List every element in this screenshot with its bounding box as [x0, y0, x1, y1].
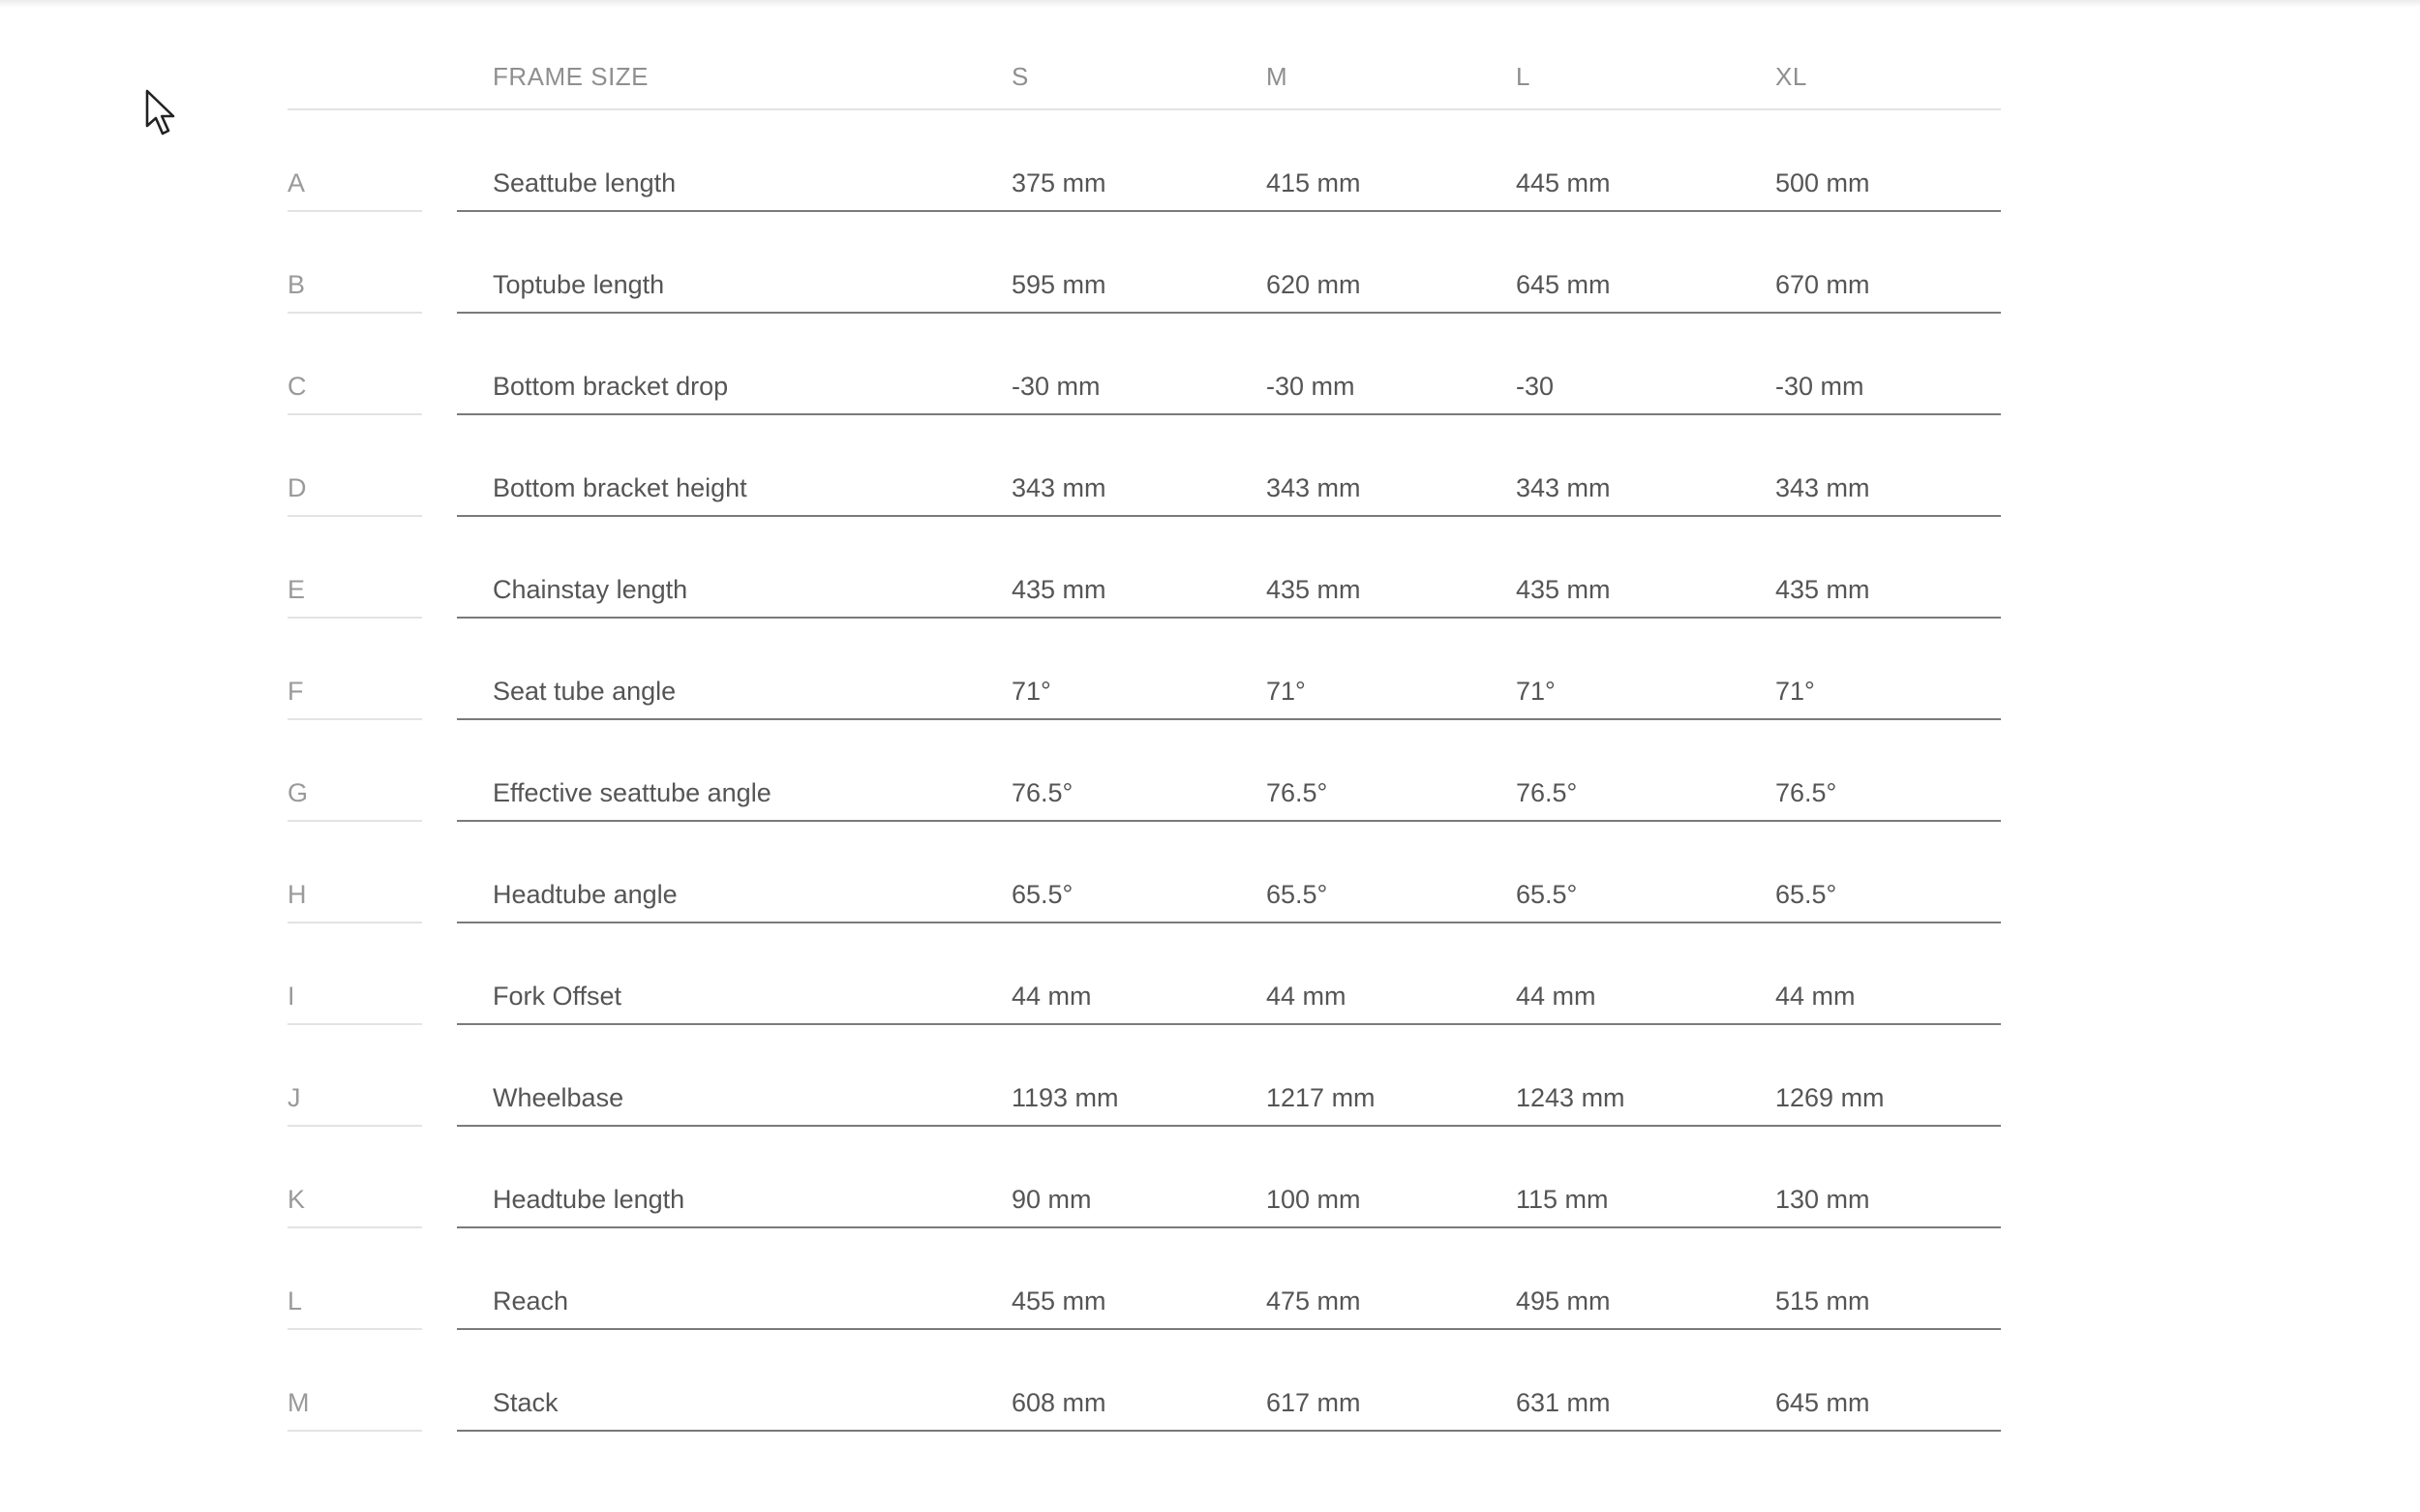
row-value-xl: 1269 mm: [1775, 1083, 1885, 1112]
table-header-row: [287, 39, 2001, 110]
row-letter: H: [287, 880, 307, 909]
header-size-xl: XL: [1775, 62, 1807, 91]
row-value-l: 1243 mm: [1516, 1083, 1625, 1112]
row-value-s: 71°: [1012, 677, 1051, 706]
table-row: [287, 1025, 2001, 1127]
row-value-xl: 670 mm: [1775, 270, 1870, 299]
row-value-s: 76.5°: [1012, 778, 1074, 807]
row-divider: [457, 1430, 2001, 1432]
row-value-m: 71°: [1266, 677, 1306, 706]
row-value-s: 455 mm: [1012, 1286, 1106, 1315]
row-letter: E: [287, 575, 306, 604]
row-measurement-name: Wheelbase: [493, 1083, 624, 1112]
table-row: [287, 415, 2001, 517]
row-value-s: 44 mm: [1012, 982, 1092, 1011]
row-value-s: 343 mm: [1012, 473, 1106, 502]
row-value-l: 65.5°: [1516, 880, 1578, 909]
row-measurement-name: Bottom bracket drop: [493, 372, 729, 401]
row-letter: J: [287, 1083, 301, 1112]
header-size-s: S: [1012, 62, 1029, 91]
row-value-s: 1193 mm: [1012, 1083, 1119, 1112]
row-value-l: 44 mm: [1516, 982, 1596, 1011]
top-edge-shadow: [0, 0, 2420, 8]
row-letter: F: [287, 677, 304, 706]
row-value-m: 65.5°: [1266, 880, 1328, 909]
row-letter: C: [287, 372, 307, 401]
geometry-table: [287, 39, 2001, 1432]
row-measurement-name: Toptube length: [493, 270, 665, 299]
row-measurement-name: Headtube length: [493, 1185, 685, 1214]
row-value-l: 71°: [1516, 677, 1556, 706]
row-measurement-name: Stack: [493, 1388, 559, 1417]
table-row: [287, 822, 2001, 923]
row-value-l: 445 mm: [1516, 168, 1611, 197]
row-value-m: 435 mm: [1266, 575, 1361, 604]
row-measurement-name: Reach: [493, 1286, 569, 1315]
row-value-m: 1217 mm: [1266, 1083, 1376, 1112]
row-letter: L: [287, 1286, 303, 1315]
row-measurement-name: Seattube length: [493, 168, 677, 197]
table-row: [287, 110, 2001, 212]
row-value-xl: 44 mm: [1775, 982, 1856, 1011]
row-value-m: 415 mm: [1266, 168, 1361, 197]
row-measurement-name: Bottom bracket height: [493, 473, 747, 502]
row-value-l: -30: [1516, 372, 1555, 401]
header-size-m: M: [1266, 62, 1288, 91]
row-letter: G: [287, 778, 309, 807]
row-letter: D: [287, 473, 307, 502]
row-value-l: 495 mm: [1516, 1286, 1611, 1315]
row-value-m: -30 mm: [1266, 372, 1355, 401]
table-row: [287, 1330, 2001, 1432]
row-letter: B: [287, 270, 306, 299]
row-value-l: 645 mm: [1516, 270, 1611, 299]
row-measurement-name: Headtube angle: [493, 880, 678, 909]
row-value-s: -30 mm: [1012, 372, 1101, 401]
row-measurement-name: Chainstay length: [493, 575, 688, 604]
row-value-l: 76.5°: [1516, 778, 1578, 807]
row-value-m: 76.5°: [1266, 778, 1328, 807]
row-value-xl: -30 mm: [1775, 372, 1864, 401]
table-row: [287, 1228, 2001, 1330]
row-value-l: 343 mm: [1516, 473, 1611, 502]
row-value-xl: 130 mm: [1775, 1185, 1870, 1214]
table-row: [287, 923, 2001, 1025]
table-row: [287, 720, 2001, 822]
row-value-xl: 65.5°: [1775, 880, 1837, 909]
row-value-s: 375 mm: [1012, 168, 1106, 197]
row-value-xl: 435 mm: [1775, 575, 1870, 604]
row-value-s: 90 mm: [1012, 1185, 1092, 1214]
table-row: [287, 619, 2001, 720]
row-measurement-name: Seat tube angle: [493, 677, 677, 706]
table-row: [287, 314, 2001, 415]
row-value-m: 44 mm: [1266, 982, 1346, 1011]
table-body: [287, 110, 2001, 1432]
row-value-xl: 343 mm: [1775, 473, 1870, 502]
row-letter: K: [287, 1185, 306, 1214]
row-value-s: 608 mm: [1012, 1388, 1106, 1417]
row-value-l: 435 mm: [1516, 575, 1611, 604]
row-measurement-name: Effective seattube angle: [493, 778, 771, 807]
row-letter: A: [287, 168, 306, 197]
row-letter: I: [287, 982, 295, 1011]
row-value-m: 620 mm: [1266, 270, 1361, 299]
row-value-s: 435 mm: [1012, 575, 1106, 604]
row-value-m: 617 mm: [1266, 1388, 1361, 1417]
row-value-xl: 500 mm: [1775, 168, 1870, 197]
row-value-s: 595 mm: [1012, 270, 1106, 299]
row-letter: M: [287, 1388, 310, 1417]
row-value-l: 631 mm: [1516, 1388, 1611, 1417]
table-row: [287, 1127, 2001, 1228]
arrow-cursor-icon: [145, 89, 178, 137]
row-value-m: 475 mm: [1266, 1286, 1361, 1315]
row-measurement-name: Fork Offset: [493, 982, 622, 1011]
row-value-l: 115 mm: [1516, 1185, 1609, 1214]
header-size-l: L: [1516, 62, 1530, 91]
row-value-xl: 71°: [1775, 677, 1815, 706]
table-row: [287, 212, 2001, 314]
row-value-m: 343 mm: [1266, 473, 1361, 502]
header-frame-size: FRAME SIZE: [493, 62, 650, 91]
row-value-xl: 645 mm: [1775, 1388, 1870, 1417]
row-value-m: 100 mm: [1266, 1185, 1361, 1214]
row-value-xl: 515 mm: [1775, 1286, 1870, 1315]
row-value-xl: 76.5°: [1775, 778, 1837, 807]
letter-divider: [287, 1430, 422, 1432]
row-value-s: 65.5°: [1012, 880, 1074, 909]
table-row: [287, 517, 2001, 619]
